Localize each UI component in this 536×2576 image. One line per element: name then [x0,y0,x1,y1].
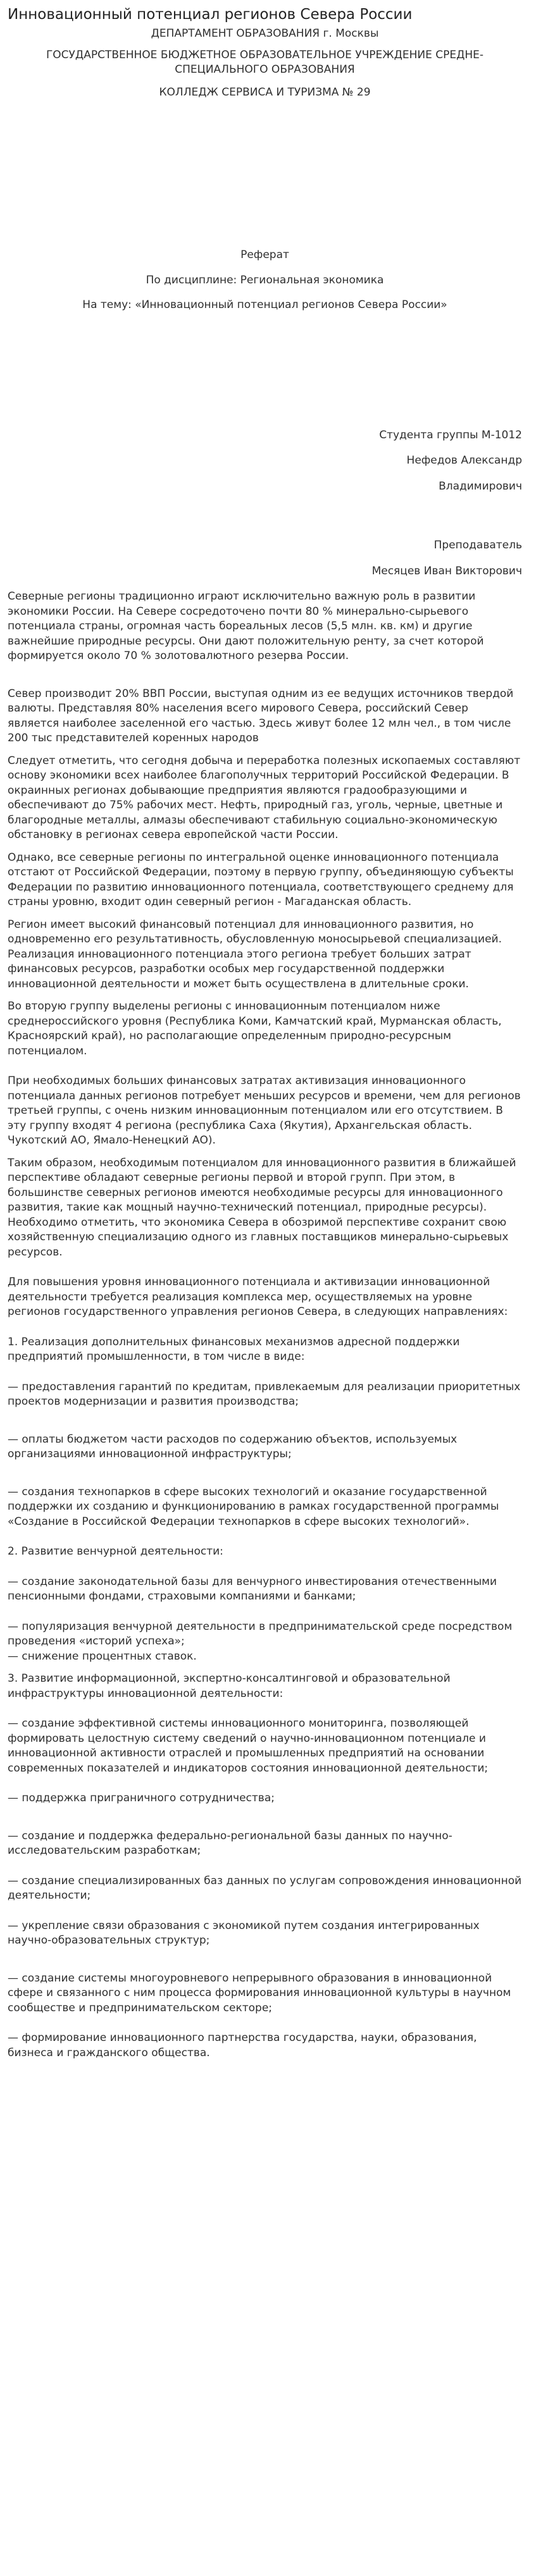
topic-line: На тему: «Инновационный потенциал регионов Севера России» [82,299,447,311]
list-item: — оплаты бюджетом части расходов по содержанию объектов, используемых организациями инновационной инфраструктуры; [8,1433,458,1460]
list-item: — создание законодательной базы для венчурного инвестирования отечественными пенсионными фондами, страховыми компаниями и банками; [8,1575,497,1603]
document-body [8,589,522,2061]
department-line: ДЕПАРТАМЕНТ ОБРАЗОВАНИЯ г. Москвы [151,27,379,40]
teacher-name: Месяцев Иван Викторович [371,564,522,577]
college-line: КОЛЛЕДЖ СЕРВИСА И ТУРИЗМА № 29 [159,85,371,99]
student-patronymic: Владимирович [439,479,522,493]
list-item: — снижение процентных ставок. [8,1649,197,1663]
paragraph: Для повышения уровня инновационного потенциала и активизации инновационной деятельности требуется реализация комплекса мер, осуществляемых на уровне регионов государственного управления регионов Севера, в следующих направлениях: [8,1276,508,1318]
paragraph: Север производит 20% ВВП России, выступая одним из ее ведущих источников твердой валюты. Представляя 80% населения всего мирового Севера, российский Север является наиболее заселенной его частью. Здесь живут более 12 млн чел., в том числе 200 тыс представителей коренных народов [8,687,514,744]
referat-block [8,248,522,313]
section-heading: 3. Развитие информационной, экспертно-консалтинговой и образовательной инфраструктуры инновационной деятельности: [8,1672,451,1700]
page-title: Инновационный потенциал регионов Севера России [8,6,413,23]
student-block [8,428,522,495]
list-item: — создание системы многоуровневого непрерывного образования в инновационной сфере и связанного с ним процесса формирования инновационной культуры в научном сообществе и предпринимательском секторе; [8,1971,511,2014]
paragraph: Северные регионы традиционно играют исключительно важную роль в развитии экономики России. На Севере сосредоточено почти 80 % минерально-сырьевого потенциала страны, огромная часть бореальных лесов (5,5 млн. кв. км) и другие важнейшие природные ресурсы. Они дают положительную ренту, за счет которой формируется около 70 % золотовалютного резерва России. [8,590,484,662]
list-item: — предоставления гарантий по кредитам, привлекаемым для реализации приоритетных проектов модернизации и развития производства; [8,1380,521,1408]
referat-label: Реферат [240,249,289,261]
list-item: — создание и поддержка федерально-региональной базы данных по научно-исследовательским разработкам; [8,1829,452,1857]
list-item: — создание эффективной системы инновационного мониторинга, позволяющей формировать целостную систему сведений о научно-инновационном потенциале и инновационной активности отраслей и промышленных предприятий на основании современных показателей и индикаторов состояния инновационной деятельности; [8,1717,489,1775]
list-item: — популяризация венчурной деятельности в предпринимательской среде посредством проведения «историй успеха»; [8,1620,513,1648]
student-group: Студента группы М-1012 [379,428,522,441]
section-heading: 2. Развитие венчурной деятельности: [8,1545,223,1558]
paragraph: Следует отметить, что сегодня добыча и переработка полезных ископаемых составляют основу экономики всех наиболее благополучных территорий Российской Федерации. В окраинных регионах добывающие предприятия являются градообразующими и обеспечивают до 75% рабочих мест. Нефть, природный газ, уголь, черные, цветные и благородные металлы, алмазы обеспечивают стабильную социально-экономическую обстановку в регионах севера европейской части России. [8,754,521,841]
teacher-label: Преподаватель [433,539,522,552]
list-item: — создание специализированных баз данных по услугам сопровождения инновационной деятельности; [8,1874,522,1902]
paragraph: Регион имеет высокий финансовый потенциал для инновационного развития, но одновременно его результативность, обусловленную моносырьевой специализацией. Реализация инновационного потенциала этого региона требует больших затрат финансовых ресурсов, разработки особых мер государственной поддержки инновационной деятельности и может быть осуществлена в длительные сроки. [8,918,502,990]
student-surname: Нефедов Александр [406,454,522,467]
list-item: — укрепление связи образования с экономикой путем создания интегрированных научно-образовательных структур; [8,1919,480,1947]
paragraph: Во вторую группу выделены регионы с инновационным потенциалом ниже среднероссийского уровня (Республика Коми, Камчатский край, Мурманская область, Красноярский край), но располагающие определенным природно-ресурсным потенциалом. [8,1000,502,1057]
paragraph: Однако, все северные регионы по интегральной оценке инновационного потенциала отстают от Российской Федерации, поэтому в первую группу, объединяющую субъекты Федерации по развитию инновационного потенциала, соответствующего среднему для страны уровню, входит один северный регион - Магаданская область. [8,851,514,908]
section-heading: 1. Реализация дополнительных финансовых механизмов адресной поддержки предприятий промышленности, в том числе в виде: [8,1335,460,1363]
list-item: — поддержка приграничного сотрудничества; [8,1792,275,1804]
organization-line-2: СПЕЦИАЛЬНОГО ОБРАЗОВАНИЯ [175,63,355,76]
list-item: — формирование инновационного партнерства государства, науки, образования, бизнеса и гражданского общества. [8,2031,477,2059]
paragraph: При необходимых больших финансовых затратах активизация инновационного потенциала данных регионов потребует меньших ресурсов и времени, чем для регионов третьей группы, с очень низким инновационным потенциалом или его отсутствием. В эту группу входят 4 региона (республика Саха (Якутия), Архангельская область. Чукотский АО, Ямало-Ненецкий АО). [8,1075,521,1147]
discipline-line: По дисциплине: Региональная экономика [146,273,384,287]
paragraph: Таким образом, необходимым потенциалом для инновационного развития в ближайшей перспективе обладают северные регионы первой и второй групп. При этом, в большинстве северных регионов имеются необходимые ресурсы для инновационного развития, такие как мощный научно-технический потенциал, природные ресурсы). Необходимо отметить, что экономика Севера в обозримой перспективе сохранит свою хозяйственную специализацию одного из главных поставщиков минерально-сырьевых ресурсов. [8,1156,516,1259]
organization-line-1: ГОСУДАРСТВЕННОЕ БЮДЖЕТНОЕ ОБРАЗОВАТЕЛЬНОЕ УЧРЕЖДЕНИЕ СРЕДНЕ- [46,48,484,61]
list-item: — создания технопарков в сфере высоких технологий и оказание государственной поддержки их созданию и функционированию в рамках государственной программы «Создание в Российской Федерации технопарков в сфере высоких технологий». [8,1485,499,1528]
teacher-block [8,538,522,579]
